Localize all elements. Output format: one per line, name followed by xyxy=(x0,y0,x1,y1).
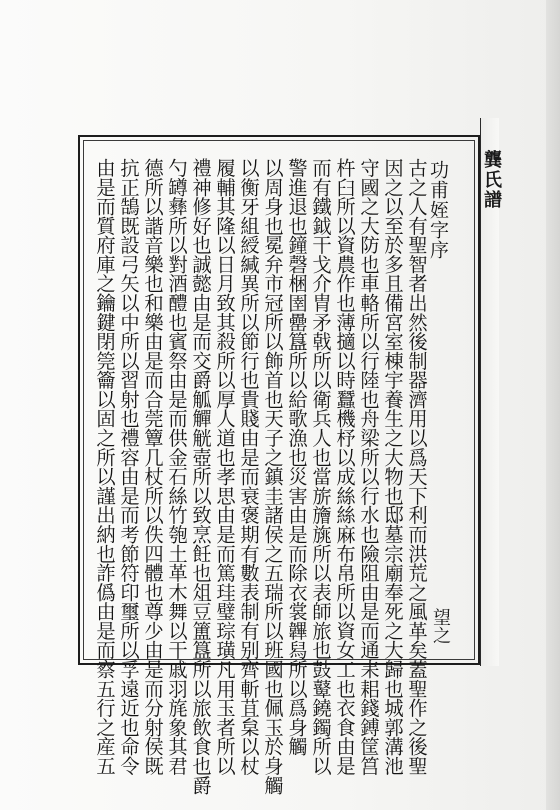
page-edge-shadow xyxy=(546,0,560,810)
text-column: 以衡牙組綬緘異所以節行也貴賤由是而衰褒期有數表制有别齊斬苴枲以杖 xyxy=(237,158,260,776)
text-column: 抗正鵠既設弓矢以中所以習射也禮容由是而考節符印璽所以孚遠近也命令 xyxy=(117,158,140,776)
essay-heading: 功甫姪字序 xyxy=(427,160,449,260)
text-column: 古之人有聖智者出然後制器濟用以爲天下利而洪荒之風革矣蓋聖作之後聖 xyxy=(405,158,428,776)
text-column: 勺罇彝所以對酒醴也賓祭由是而供金石絲竹匏土革木舞以干戚羽旄象其君 xyxy=(165,158,188,776)
text-column: 守國之大防也車輅所以行陸也舟梁所以行水也險阻由是而通耒耜錢鎛筐筥 xyxy=(357,158,380,776)
author-signature: 望之 xyxy=(430,608,451,644)
text-column: 履輔其隆以日月致其殺所以厚人道也孝思由是而篤珪璧琮璜凡用玉者所以 xyxy=(213,158,236,776)
fold-title: 龔氏譜 xyxy=(481,150,502,210)
text-column: 因之以至於多且備宮室棟宇養生之大物也邸墓宗廟奉死之大歸也城郭溝池 xyxy=(381,158,404,776)
text-column: 由是而質府庫之鑰鍵閉筦籥以固之所以謹出納也詐僞由是而察五行之産五 xyxy=(93,158,116,776)
text-column: 杵臼所以資農作也薄擿以時蠶機杼以成絲絲麻布帛所以資女工也衣食由是 xyxy=(333,158,356,776)
text-column: 禮神修好也誠懿由是而交爵觚觶觥壺所以致烹飪也俎豆簠簋所以旅飲食也爵 xyxy=(189,158,212,795)
text-column: 而有鐵鉞干戈介胄矛戟所以衛兵人也當旂旝旐所以表師旅也鼓鼙鐃鐲所以 xyxy=(309,158,332,776)
text-column: 以周身也冕弁市冠所以飾首也天子之鎮圭諸侯之五瑞所以班國也佩玉於身觸 xyxy=(261,158,284,795)
text-column: 警進退也鐘磬梱圉罍簋所以給歌漁也災害由是而除衣裳韠舄所以爲身觸 xyxy=(285,158,308,756)
text-column: 德所以諧音樂也和樂由是而合莞簟几杖所以佚四體也尊少由是而分射侯既 xyxy=(141,158,164,776)
